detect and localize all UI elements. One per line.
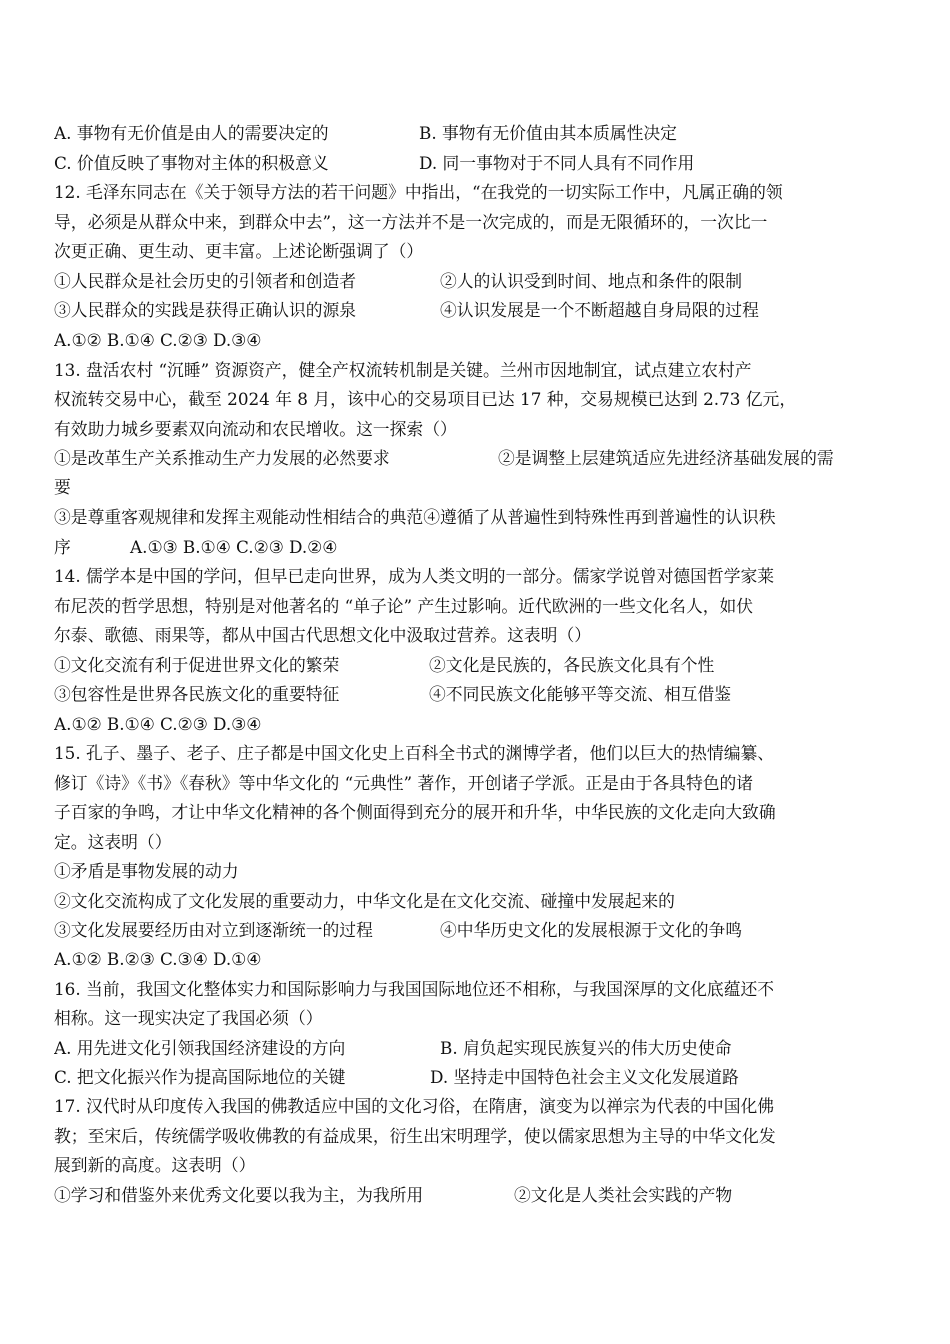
q17-stem-line-1 xyxy=(54,1091,910,1121)
text-segment: A.①② B.①④ C.②③ D.③④ xyxy=(54,330,262,350)
q14-stem-line-1 xyxy=(54,561,910,591)
q17-stem-line-3 xyxy=(54,1150,910,1180)
text-segment: ①学习和借鉴外来优秀文化要以我为主，为我所用 xyxy=(54,1185,424,1205)
q16-stem-line-2 xyxy=(54,1003,910,1033)
text-segment: C. 价值反映了事物对主体的积极意义 xyxy=(54,153,329,173)
q15-item-2 xyxy=(54,886,910,916)
text-segment: B. 肩负起实现民族复兴的伟大历史使命 xyxy=(440,1038,732,1058)
q15-stem-line-1 xyxy=(54,738,910,768)
q16-options-a-b xyxy=(54,1033,910,1063)
q12-stem-line-1 xyxy=(54,177,910,207)
q15-stem-line-4 xyxy=(54,827,910,857)
text-segment: 14. 儒学本是中国的学问，但早已走向世界，成为人类文明的一部分。儒家学说曾对德国哲学家莱 xyxy=(54,566,775,586)
text-segment: A. 用先进文化引领我国经济建设的方向 xyxy=(54,1038,346,1058)
text-segment: 要 xyxy=(54,477,71,497)
text-segment: ①人民群众是社会历史的引领者和创造者 xyxy=(54,271,357,291)
text-segment: 有效助力城乡要素双向流动和农民增收。这一探索（） xyxy=(54,419,457,439)
text-segment: 展到新的高度。这表明（） xyxy=(54,1155,256,1175)
q15-items-3-4 xyxy=(54,915,910,945)
text-segment: 导，必须是从群众中来，到群众中去”，这一方法并不是一次完成的，而是无限循环的，一次比一 xyxy=(54,212,768,232)
q16-stem-line-1 xyxy=(54,974,910,1004)
text-segment: ②是调整上层建筑适应先进经济基础发展的需 xyxy=(498,448,834,468)
text-segment: 17. 汉代时从印度传入我国的佛教适应中国的文化习俗，在隋唐，演变为以禅宗为代表的中国化佛 xyxy=(54,1096,775,1116)
q13-stem-line-3 xyxy=(54,414,910,444)
q12-items-1-2 xyxy=(54,266,910,296)
q15-choices xyxy=(54,944,910,974)
text-segment: A.①② B.①④ C.②③ D.③④ xyxy=(54,714,262,734)
q13-stem-line-1 xyxy=(54,355,910,385)
text-segment: ②文化是民族的，各民族文化具有个性 xyxy=(429,655,715,675)
q13-choices xyxy=(54,532,910,562)
text-segment: 权流转交易中心，截至 2024 年 8 月，该中心的交易项目已达 17 种，交易规模已达到 2.73 亿元， xyxy=(54,389,797,409)
text-segment: D. 坚持走中国特色社会主义文化发展道路 xyxy=(430,1067,739,1087)
text-segment: ④不同民族文化能够平等交流、相互借鉴 xyxy=(429,684,732,704)
q12-stem-line-2 xyxy=(54,207,910,237)
q14-choices xyxy=(54,709,910,739)
q13-items-3-4 xyxy=(54,502,910,532)
text-segment: 修订《诗》《书》《春秋》等中华文化的 “元典性” 著作，开创诸子学派。正是由于各具特色的诸 xyxy=(54,773,754,793)
text-segment: ②文化是人类社会实践的产物 xyxy=(514,1185,733,1205)
q14-items-3-4 xyxy=(54,679,910,709)
q12-items-3-4 xyxy=(54,295,910,325)
text-segment: 相称。这一现实决定了我国必须（） xyxy=(54,1008,323,1028)
text-segment: ①矛盾是事物发展的动力 xyxy=(54,861,239,881)
text-segment: 子百家的争鸣，才让中华文化精神的各个侧面得到充分的展开和升华，中华民族的文化走向大致确 xyxy=(54,802,776,822)
q15-stem-line-2 xyxy=(54,768,910,798)
q17-items-1-2 xyxy=(54,1180,910,1210)
option-line-c-d xyxy=(54,148,910,178)
text-segment: 定。这表明（） xyxy=(54,832,172,852)
text-segment: 13. 盘活农村 “沉睡” 资源资产，健全产权流转机制是关键。兰州市因地制宜，试点建立农村产 xyxy=(54,360,752,380)
option-line-a-b xyxy=(54,118,910,148)
text-segment: ③包容性是世界各民族文化的重要特征 xyxy=(54,684,340,704)
text-segment: ③人民群众的实践是获得正确认识的源泉 xyxy=(54,300,357,320)
text-segment: 序 xyxy=(54,537,71,557)
text-segment: ②文化交流构成了文化发展的重要动力，中华文化是在文化交流、碰撞中发展起来的 xyxy=(54,891,675,911)
q13-stem-line-2 xyxy=(54,384,910,414)
text-segment: 16. 当前，我国文化整体实力和国际影响力与我国国际地位还不相称，与我国深厚的文化底蕴还不 xyxy=(54,979,775,999)
q14-stem-line-2 xyxy=(54,591,910,621)
text-segment: ③文化发展要经历由对立到逐渐统一的过程 xyxy=(54,920,373,940)
q12-choices xyxy=(54,325,910,355)
text-segment: B. 事物有无价值由其本质属性决定 xyxy=(419,123,677,143)
q15-stem-line-3 xyxy=(54,797,910,827)
q13-items-1-2 xyxy=(54,443,910,473)
q16-options-c-d xyxy=(54,1062,910,1092)
text-segment: ③是尊重客观规律和发挥主观能动性相结合的典范④遵循了从普遍性到特殊性再到普遍性的认识秩 xyxy=(54,507,776,527)
text-segment: 15. 孔子、墨子、老子、庄子都是中国文化史上百科全书式的渊博学者，他们以巨大的热情编纂、 xyxy=(54,743,775,763)
text-segment: 教；至宋后，传统儒学吸收佛教的有益成果，衍生出宋明理学，使以儒家思想为主导的中华文化发 xyxy=(54,1126,776,1146)
text-segment: ④认识发展是一个不断超越自身局限的过程 xyxy=(440,300,759,320)
text-segment: ①是改革生产关系推动生产力发展的必然要求 xyxy=(54,448,390,468)
q14-items-1-2 xyxy=(54,650,910,680)
text-segment: A.①② B.②③ C.③④ D.①④ xyxy=(54,949,262,969)
text-segment: ①文化交流有利于促进世界文化的繁荣 xyxy=(54,655,340,675)
text-segment: 次更正确、更生动、更丰富。上述论断强调了（） xyxy=(54,241,424,261)
q12-stem-line-3 xyxy=(54,236,910,266)
text-segment: A.①③ B.①④ C.②③ D.②④ xyxy=(130,537,338,557)
text-segment: 尔泰、歌德、雨果等，都从中国古代思想文化中汲取过营养。这表明（） xyxy=(54,625,592,645)
q14-stem-line-3 xyxy=(54,620,910,650)
q15-item-1 xyxy=(54,856,910,886)
text-segment: ②人的认识受到时间、地点和条件的限制 xyxy=(440,271,743,291)
text-segment: 12. 毛泽东同志在《关于领导方法的若干问题》中指出，“在我党的一切实际工作中，凡属正确的领 xyxy=(54,182,783,202)
text-segment: ④中华历史文化的发展根源于文化的争鸣 xyxy=(440,920,743,940)
q13-item-2-cont xyxy=(54,472,910,502)
text-segment: D. 同一事物对于不同人具有不同作用 xyxy=(419,153,695,173)
text-segment: A. 事物有无价值是由人的需要决定的 xyxy=(54,123,329,143)
text-segment: 布尼茨的哲学思想，特别是对他著名的 “单子论” 产生过影响。近代欧洲的一些文化名人，如伏 xyxy=(54,596,754,616)
q17-stem-line-2 xyxy=(54,1121,910,1151)
text-segment: C. 把文化振兴作为提高国际地位的关键 xyxy=(54,1067,346,1087)
